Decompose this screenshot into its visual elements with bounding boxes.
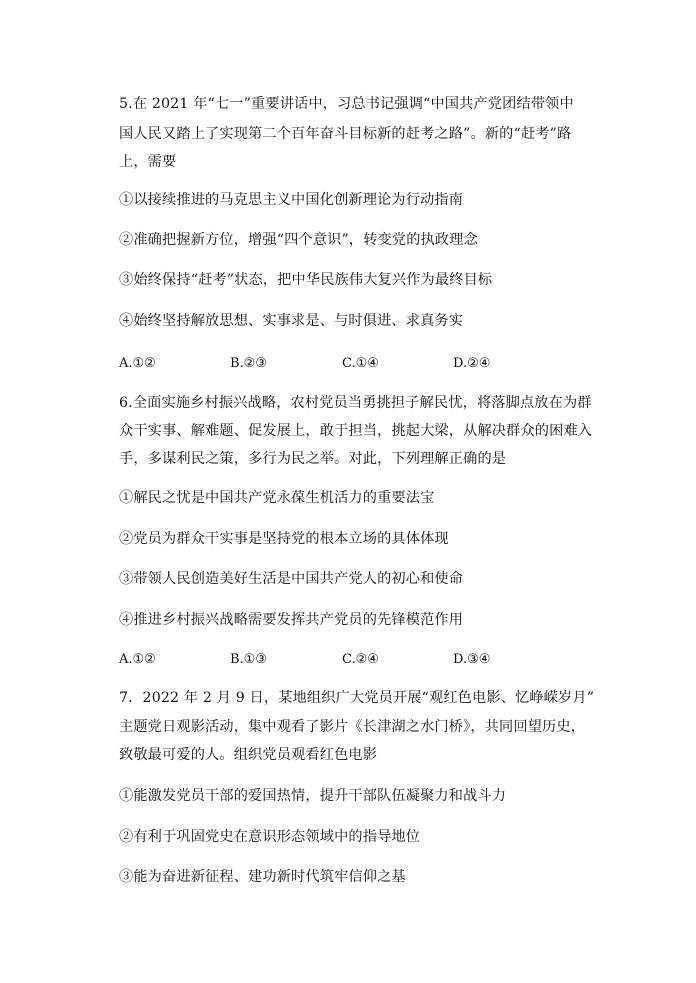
q6-stem-line-1: 6.全面实施乡村振兴战略，农村党员当勇挑担子解民忧，将落脚点放在为群 bbox=[119, 395, 592, 411]
q7-item-2: ②有利于巩固党史在意识形态领域中的指导地位 bbox=[119, 829, 421, 845]
q5-option-b[interactable]: B.②③ bbox=[230, 356, 267, 371]
q5-stem-line-2: 国人民又踏上了实现第二个百年奋斗目标新的赶考之路”。新的“赶考”路 bbox=[119, 126, 572, 142]
q5-item-1: ①以接续推进的马克思主义中国化创新理论为行动指南 bbox=[119, 192, 464, 208]
q5-option-a[interactable]: A.①② bbox=[119, 356, 156, 371]
q5-item-2: ②准确把握新方位，增强“四个意识”，转变党的执政理念 bbox=[119, 232, 478, 248]
q5-stem-line-1: 5.在 2021 年“七一”重要讲话中，习总书记强调“中国共产党团结带领中 bbox=[119, 96, 574, 112]
q5-option-d[interactable]: D.②④ bbox=[453, 356, 491, 371]
q7-item-1: ①能激发党员干部的爱国热情，提升干部队伍凝聚力和战斗力 bbox=[119, 788, 507, 804]
q5-item-3: ③始终保持“赶考”状态，把中华民族伟大复兴作为最终目标 bbox=[119, 272, 493, 288]
q5-option-c[interactable]: C.①④ bbox=[342, 356, 379, 371]
q6-option-b[interactable]: B.①③ bbox=[230, 652, 267, 667]
q6-option-a[interactable]: A.①② bbox=[119, 652, 156, 667]
q7-stem-line-3: 致敬最可爱的人。组织党员观看红色电影 bbox=[119, 747, 378, 763]
q7-item-3: ③能为奋进新征程、建功新时代筑牢信仰之基 bbox=[119, 869, 406, 885]
q6-stem-line-2: 众干实事、解难题、促发展上，敢于担当，挑起大梁，从解决群众的困难入 bbox=[119, 423, 593, 439]
q6-item-2: ②党员为群众干实事是坚持党的根本立场的具体体现 bbox=[119, 531, 449, 547]
q6-item-3: ③带领人民创造美好生活是中国共产党人的初心和使命 bbox=[119, 571, 464, 587]
q6-stem-line-3: 手，多谋利民之策，多行为民之举。对此，下列理解正确的是 bbox=[119, 451, 507, 467]
q5-stem-line-3: 上，需要 bbox=[119, 154, 177, 170]
q7-stem-line-2: 主题党日观影活动，集中观看了影片《长津湖之水门桥》，共同回望历史， bbox=[119, 719, 586, 735]
q6-item-1: ①解民之忧是中国共产党永葆生机活力的重要法宝 bbox=[119, 490, 435, 506]
q6-option-c[interactable]: C.②④ bbox=[342, 652, 379, 667]
q6-item-4: ④推进乡村振兴战略需要发挥共产党员的先锋模范作用 bbox=[119, 612, 464, 628]
q6-option-d[interactable]: D.③④ bbox=[453, 652, 491, 667]
q5-item-4: ④始终坚持解放思想、实事求是、与时俱进、求真务实 bbox=[119, 313, 464, 329]
q7-stem-line-1: 7．2022 年 2 月 9 日，某地组织广大党员开展“观红色电影、忆峥嵘岁月” bbox=[119, 690, 595, 706]
